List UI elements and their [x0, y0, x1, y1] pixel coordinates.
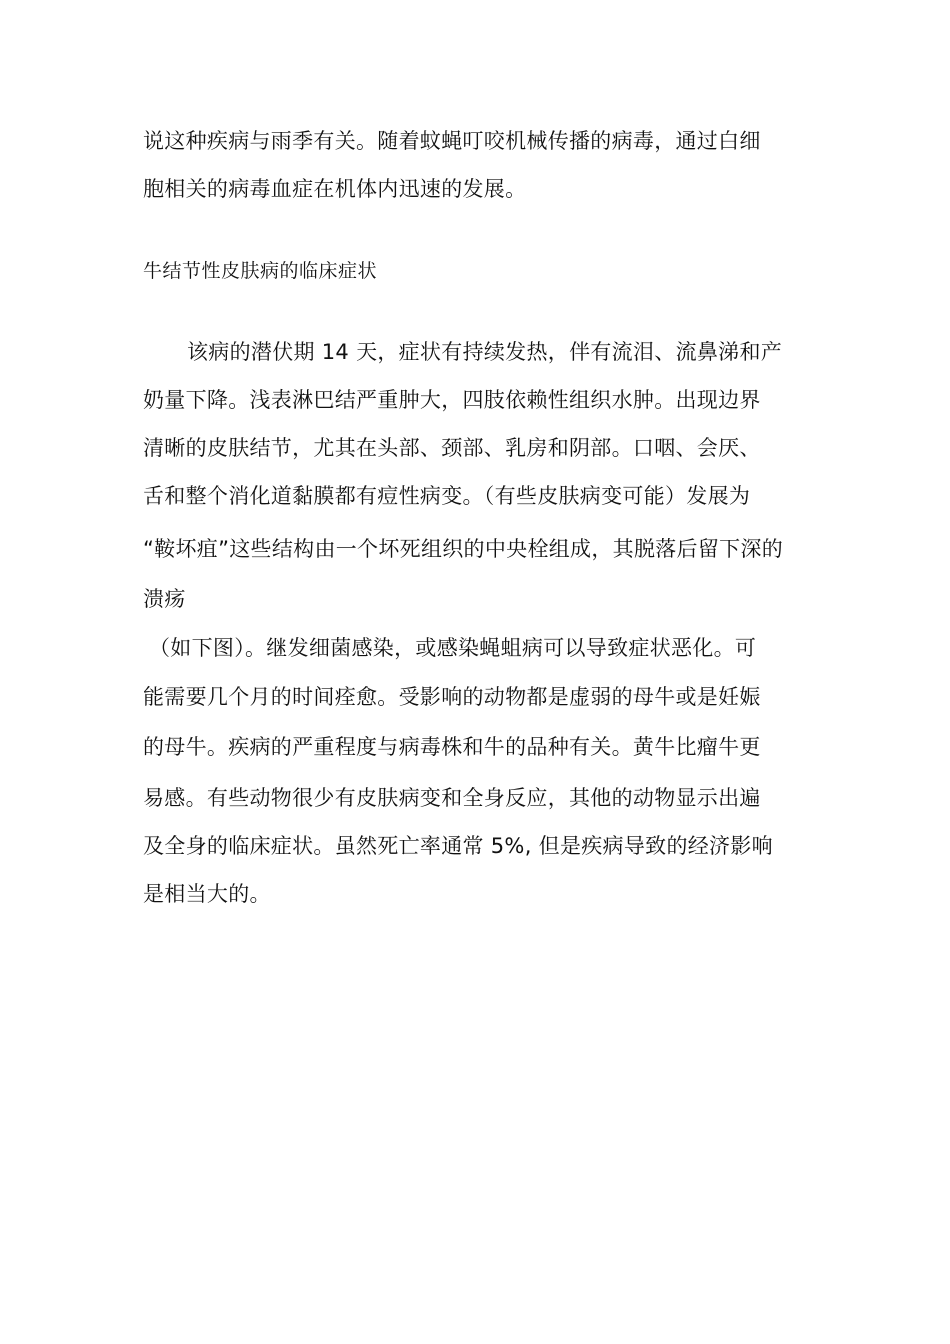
paragraph-2-line-5: “鞍坏疽”这些结构由一个坏死组织的中央栓组成，其脱落后留下深的	[143, 537, 784, 561]
paragraph-2-line-6: 溃疡	[143, 587, 186, 611]
paragraph-2-line-2: 奶量下降。浅表淋巴结严重肿大，四肢依赖性组织水肿。出现边界	[143, 388, 761, 412]
section-heading: 牛结节性皮肤病的临床症状	[143, 260, 378, 282]
paragraph-3-line-2: 能需要几个月的时间痊愈。受影响的动物都是虚弱的母牛或是妊娠	[143, 685, 761, 709]
paragraph-3-line-5: 及全身的临床症状。虽然死亡率通常 5%, 但是疾病导致的经济影响	[143, 834, 773, 858]
paragraph-3-line-1: （如下图）。继发细菌感染，或感染蝇蛆病可以导致症状恶化。可	[149, 636, 757, 660]
paragraph-2-line-3: 清晰的皮肤结节，尤其在头部、颈部、乳房和阴部。口咽、会厌、	[143, 436, 761, 460]
paragraph-3-line-6: 是相当大的。	[143, 882, 271, 906]
paragraph-3-line-4: 易感。有些动物很少有皮肤病变和全身反应，其他的动物显示出遍	[143, 786, 761, 810]
paragraph-2-line-1: 该病的潜伏期 14 天，症状有持续发热，伴有流泪、流鼻涕和产	[187, 340, 783, 364]
paragraph-1-line-1: 说这种疾病与雨季有关。随着蚊蝇叮咬机械传播的病毒，通过白细	[143, 129, 761, 153]
paragraph-2-line-4: 舌和整个消化道黏膜都有痘性病变。（有些皮肤病变可能）发展为	[143, 484, 751, 508]
paragraph-3-line-3: 的母牛。疾病的严重程度与病毒株和牛的品种有关。黄牛比瘤牛更	[143, 735, 761, 759]
paragraph-1-line-2: 胞相关的病毒血症在机体内迅速的发展。	[143, 177, 527, 201]
